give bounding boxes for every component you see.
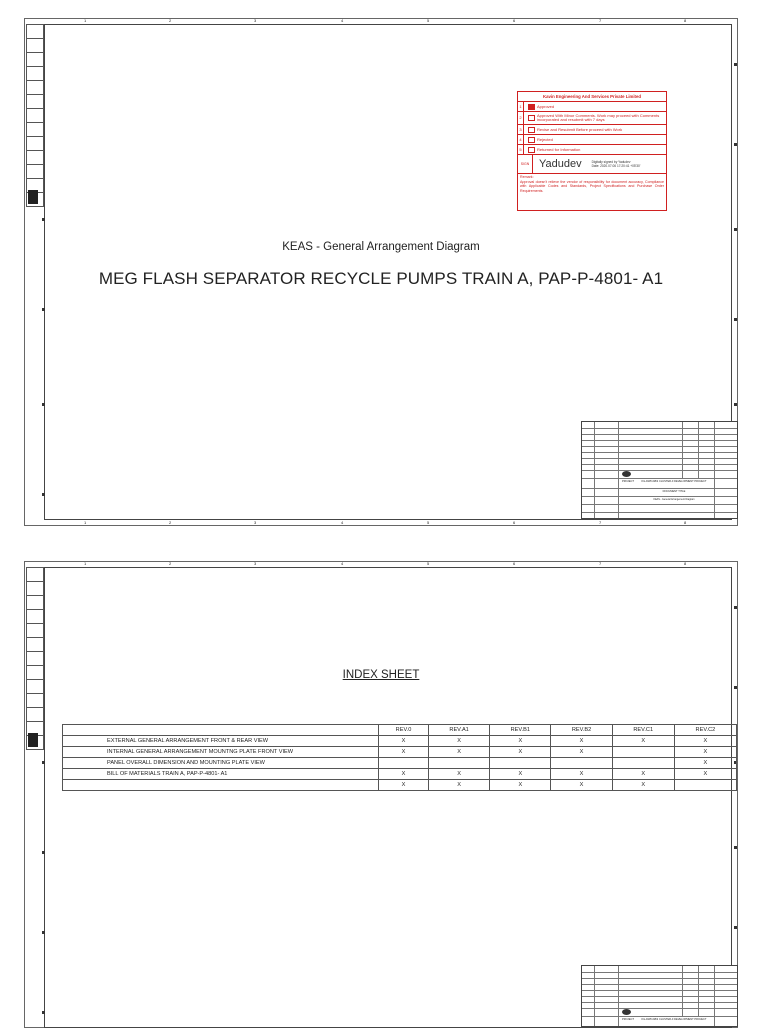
zone-mark bbox=[42, 761, 45, 764]
checked-box-icon bbox=[528, 104, 535, 110]
table-cell: X bbox=[429, 747, 490, 758]
table-row bbox=[63, 747, 737, 758]
zone-mark bbox=[734, 926, 737, 929]
zone-number: 4 bbox=[341, 520, 344, 525]
table-cell bbox=[429, 758, 490, 769]
project-label: PROJECT bbox=[622, 1018, 635, 1021]
drawing-sheet-1 bbox=[24, 18, 738, 526]
project-name: KG-DWN-98/2 CLUSTER-II DEVELOPMENT PROJECT bbox=[641, 1018, 707, 1021]
option-code: 5 bbox=[518, 145, 524, 154]
table-cell: X bbox=[429, 736, 490, 747]
zone-number: 3 bbox=[254, 520, 257, 525]
table-cell: X bbox=[429, 769, 490, 780]
table-cell: X bbox=[551, 736, 612, 747]
zone-number: 7 bbox=[599, 561, 602, 566]
row-description: PANEL OVERALL DIMENSION AND MOUNTING PLATE VIEW bbox=[63, 758, 379, 769]
zone-number: 7 bbox=[599, 520, 602, 525]
table-cell bbox=[674, 780, 736, 791]
table-cell: X bbox=[490, 769, 551, 780]
index-sheet-heading: INDEX SHEET bbox=[342, 669, 420, 681]
table-cell: X bbox=[551, 780, 612, 791]
zone-number: 8 bbox=[684, 18, 687, 23]
drawing-subtitle: KEAS - General Arrangement Diagram bbox=[282, 241, 480, 253]
zone-mark bbox=[734, 228, 737, 231]
table-cell: X bbox=[551, 769, 612, 780]
approval-stamp bbox=[517, 91, 667, 211]
column-header: REV.B2 bbox=[551, 725, 612, 736]
table-cell: X bbox=[490, 747, 551, 758]
table-cell bbox=[63, 725, 379, 736]
table-cell: X bbox=[429, 780, 490, 791]
checkbox-icon bbox=[528, 127, 535, 133]
project-label: PROJECT bbox=[622, 480, 635, 483]
column-header: REV.C1 bbox=[612, 725, 674, 736]
table-cell bbox=[612, 758, 674, 769]
option-code: 1 bbox=[518, 102, 524, 111]
table-cell: X bbox=[612, 780, 674, 791]
zone-mark bbox=[734, 686, 737, 689]
signature-meta-line: Digitally signed by Yadudev bbox=[591, 160, 631, 164]
binding-mark bbox=[28, 190, 38, 204]
option-label: Approved With Minor Comments. Work may proceed with Comments incorporated and resubmit with 7 days bbox=[537, 112, 660, 122]
remark-label: Remark: bbox=[520, 175, 534, 179]
table-cell: X bbox=[674, 747, 736, 758]
zone-number: 6 bbox=[513, 561, 516, 566]
table-row bbox=[63, 780, 737, 791]
zone-mark bbox=[734, 403, 737, 406]
zone-mark bbox=[734, 143, 737, 146]
table-cell bbox=[551, 758, 612, 769]
zone-number: 2 bbox=[169, 520, 172, 525]
table-cell: X bbox=[612, 769, 674, 780]
stamp-option-approved-comments bbox=[518, 112, 666, 125]
zone-mark bbox=[42, 931, 45, 934]
zone-mark bbox=[42, 218, 45, 221]
option-code: 2 bbox=[518, 112, 524, 124]
revision-strip bbox=[26, 567, 44, 750]
table-cell: X bbox=[379, 769, 429, 780]
option-label: Rejected bbox=[537, 137, 553, 142]
sign-label: SIGN bbox=[518, 155, 533, 173]
zone-number: 4 bbox=[341, 18, 344, 23]
remark-text: Approval doesn't relieve the vendor of responsibility for document accuracy, Compliance with Applicable Codes and Standards, Project Specifications and Purchase Order Requirements. bbox=[520, 179, 664, 193]
zone-number: 3 bbox=[254, 561, 257, 566]
signature: Yadudev bbox=[539, 158, 582, 170]
checkbox-icon bbox=[528, 115, 535, 121]
stamp-company: Kavin Engineering And Services Private Limited bbox=[518, 92, 666, 102]
table-cell: X bbox=[490, 780, 551, 791]
table-cell bbox=[379, 758, 429, 769]
zone-number: 8 bbox=[684, 561, 687, 566]
zone-number: 4 bbox=[341, 561, 344, 566]
table-row bbox=[63, 769, 737, 780]
column-header: REV.0 bbox=[379, 725, 429, 736]
row-description: INTERNAL GENERAL ARRANGEMENT MOUNTNG PLATE FRONT VIEW bbox=[63, 747, 379, 758]
table-header-row bbox=[63, 725, 737, 736]
title-block bbox=[581, 421, 738, 519]
signature-meta-line: Date: 2020.07.06 17:20:41 +05'30' bbox=[591, 164, 641, 168]
column-header: REV.A1 bbox=[429, 725, 490, 736]
zone-ruler-bottom bbox=[44, 520, 732, 526]
row-description bbox=[63, 780, 379, 791]
table-cell: X bbox=[674, 769, 736, 780]
option-code: 3 bbox=[518, 125, 524, 134]
zone-mark bbox=[42, 308, 45, 311]
table-cell bbox=[490, 758, 551, 769]
table-cell: X bbox=[674, 758, 736, 769]
zone-number: 2 bbox=[169, 561, 172, 566]
checkbox-icon bbox=[528, 147, 535, 153]
zone-number: 7 bbox=[599, 18, 602, 23]
stamp-option-approved bbox=[518, 102, 666, 112]
option-label: Returned for Information bbox=[537, 147, 581, 152]
zone-number: 1 bbox=[84, 18, 87, 23]
zone-mark bbox=[42, 493, 45, 496]
row-description: EXTERNAL GENERAL ARRANGEMENT FRONT & REAR VIEW bbox=[63, 736, 379, 747]
table-cell: X bbox=[379, 736, 429, 747]
document-title: KEAS - General Arrangement Diagram bbox=[653, 498, 695, 501]
table-cell bbox=[612, 747, 674, 758]
drawing-frame bbox=[44, 567, 732, 1028]
stamp-remark bbox=[518, 174, 666, 194]
zone-number: 8 bbox=[684, 520, 687, 525]
zone-number: 5 bbox=[427, 18, 430, 23]
title-block bbox=[581, 965, 738, 1027]
company-logo-icon bbox=[622, 471, 631, 477]
option-label: Approved bbox=[537, 104, 555, 109]
zone-mark bbox=[42, 403, 45, 406]
column-header: REV.B1 bbox=[490, 725, 551, 736]
stamp-option-revise bbox=[518, 125, 666, 135]
zone-number: 6 bbox=[513, 18, 516, 23]
zone-number: 5 bbox=[427, 520, 430, 525]
column-header: REV.C2 bbox=[674, 725, 736, 736]
table-cell: X bbox=[674, 736, 736, 747]
binding-mark bbox=[28, 733, 38, 747]
table-cell: X bbox=[379, 747, 429, 758]
checkbox-icon bbox=[528, 137, 535, 143]
stamp-option-returned bbox=[518, 145, 666, 155]
document-title-label: DOCUMENT TITLE bbox=[662, 490, 686, 493]
zone-number: 2 bbox=[169, 18, 172, 23]
option-code: 4 bbox=[518, 135, 524, 144]
project-name: KG-DWN-98/2 CLUSTER-II DEVELOPMENT PROJECT bbox=[641, 480, 707, 483]
table-row bbox=[63, 758, 737, 769]
stamp-option-rejected bbox=[518, 135, 666, 145]
zone-mark bbox=[42, 851, 45, 854]
drawing-sheet-2 bbox=[24, 561, 738, 1024]
table-cell: X bbox=[612, 736, 674, 747]
signature-row bbox=[518, 155, 666, 174]
zone-mark bbox=[42, 1011, 45, 1014]
option-label: Revise and Resubmit Before proceed with Work bbox=[537, 127, 623, 132]
zone-mark bbox=[734, 846, 737, 849]
signature-meta bbox=[592, 160, 641, 168]
zone-number: 5 bbox=[427, 561, 430, 566]
index-table bbox=[62, 724, 737, 791]
zone-number: 6 bbox=[513, 520, 516, 525]
zone-number: 1 bbox=[84, 561, 87, 566]
zone-number: 3 bbox=[254, 18, 257, 23]
zone-number: 1 bbox=[84, 520, 87, 525]
table-cell: X bbox=[551, 747, 612, 758]
company-logo-icon bbox=[622, 1009, 631, 1015]
zone-mark bbox=[734, 318, 737, 321]
table-cell: X bbox=[490, 736, 551, 747]
zone-mark bbox=[734, 63, 737, 66]
table-cell: X bbox=[379, 780, 429, 791]
row-description: BILL OF MATERIALS TRAIN A, PAP-P-4801- A1 bbox=[63, 769, 379, 780]
revision-strip bbox=[26, 24, 44, 207]
drawing-title: MEG FLASH SEPARATOR RECYCLE PUMPS TRAIN A, PAP-P-4801- A1 bbox=[98, 269, 664, 288]
table-row bbox=[63, 736, 737, 747]
zone-mark bbox=[734, 606, 737, 609]
